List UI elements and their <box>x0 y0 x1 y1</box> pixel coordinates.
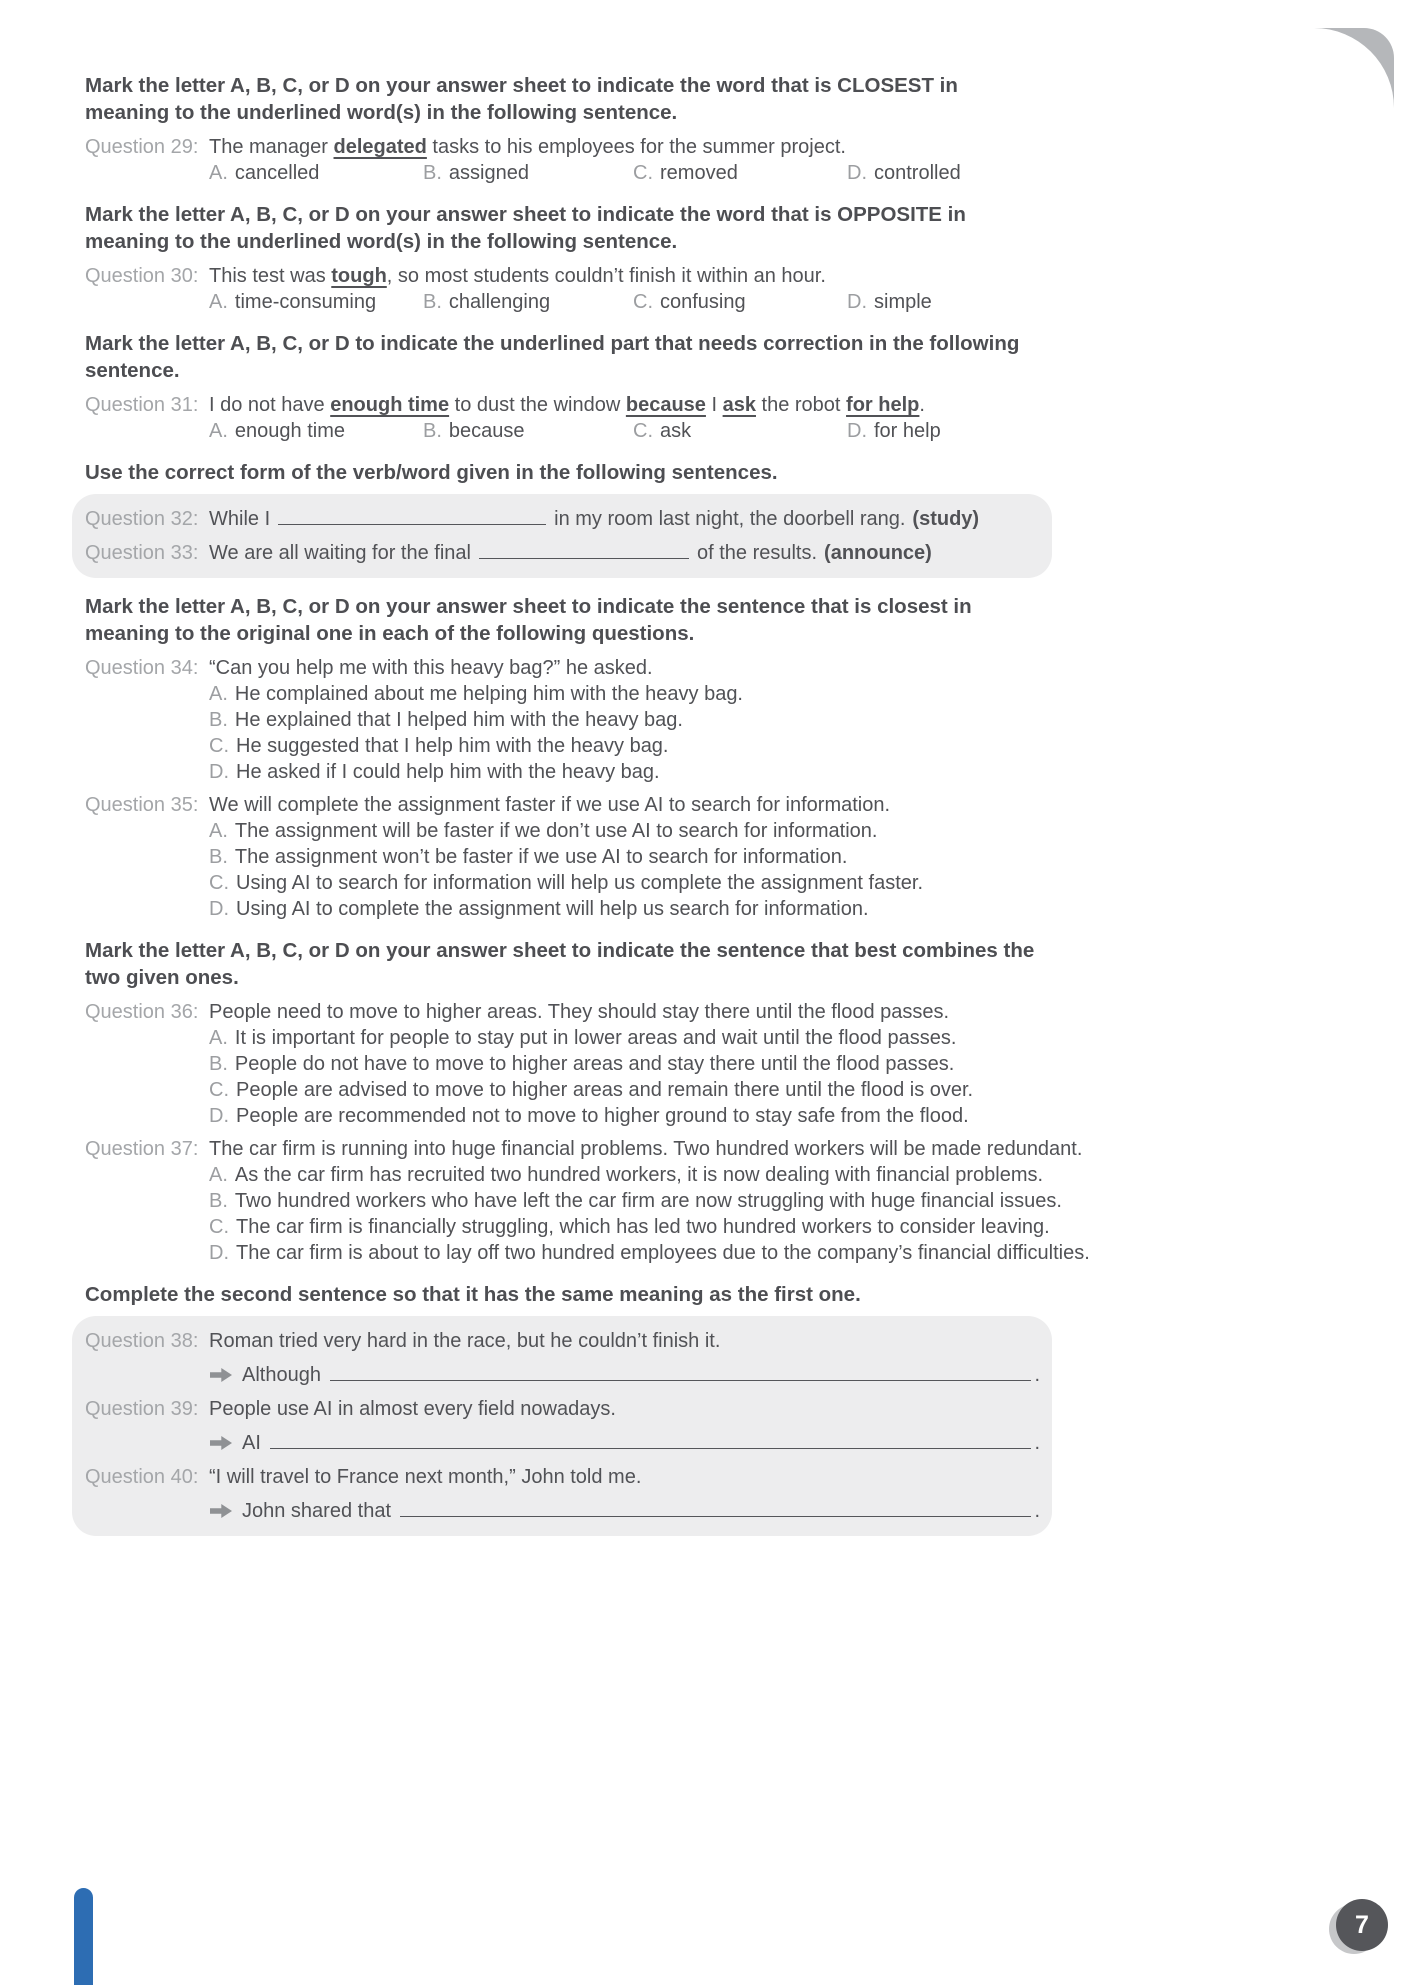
question-text: Roman tried very hard in the race, but he couldn’t finish it. <box>209 1330 721 1352</box>
question-row <box>85 392 1347 418</box>
question-31 <box>85 392 1347 444</box>
option-text: controlled <box>874 162 961 184</box>
option-letter: B. <box>209 1053 228 1075</box>
heading-line: Mark the letter A, B, C, or D on your answer sheet to indicate the sentence that best combines the <box>85 939 1035 962</box>
option-text: Using AI to search for information will help us complete the assignment faster. <box>236 872 924 894</box>
question-row <box>85 999 1347 1025</box>
option-text: cancelled <box>234 162 320 184</box>
text-part: the robot <box>755 394 847 416</box>
option-b <box>209 707 1347 733</box>
heading-line: Mark the letter A, B, C, or D on your answer sheet to indicate the sentence that is closest in <box>85 595 972 618</box>
option-letter: C. <box>633 420 653 442</box>
answer-line-40 <box>209 1498 1040 1524</box>
question-label: Question 31: <box>85 394 199 416</box>
option-text: The assignment will be faster if we don’t use AI to search for information. <box>234 820 878 842</box>
question-row <box>85 263 1347 289</box>
page-number: 7 <box>1355 1910 1369 1939</box>
option-letter: D. <box>847 291 867 313</box>
heading-line: Mark the letter A, B, C, or D to indicate the underlined part that needs correction in the following <box>85 332 1020 355</box>
answer-line-38 <box>209 1362 1040 1388</box>
option-letter: D. <box>209 1242 229 1264</box>
option-letter: A. <box>209 1027 228 1049</box>
blank-line <box>278 509 546 525</box>
heading-line: Mark the letter A, B, C, or D on your answer sheet to indicate the word that is OPPOSITE in <box>85 203 966 226</box>
text-part: of the results. <box>696 542 818 564</box>
option-text: The assignment won’t be faster if we use AI to search for information. <box>234 846 848 868</box>
option-letter: B. <box>209 709 228 731</box>
option-text: It is important for people to stay put in lower areas and wait until the flood passes. <box>234 1027 957 1049</box>
underlined-part: ask <box>722 394 756 416</box>
blank-line <box>270 1433 1032 1449</box>
page-number-circle <box>1336 1899 1388 1951</box>
page-number-badge <box>1336 1899 1388 1951</box>
blank-line <box>400 1501 1031 1517</box>
option-a <box>209 818 1347 844</box>
period: . <box>1034 1432 1040 1454</box>
text-part: We are all waiting for the final <box>209 542 471 564</box>
options-stack <box>209 818 1347 922</box>
question-30 <box>85 263 1347 315</box>
option-letter: C. <box>209 1216 229 1238</box>
option-letter: C. <box>209 872 229 894</box>
heading-line: Mark the letter A, B, C, or D on your answer sheet to indicate the word that is CLOSEST in <box>85 74 958 97</box>
option-text: He complained about me helping him with the heavy bag. <box>234 683 743 705</box>
content-area <box>85 28 1347 1536</box>
options-stack <box>209 681 1347 785</box>
question-text <box>209 263 1347 289</box>
period: . <box>1034 1364 1040 1386</box>
question-35 <box>85 792 1347 922</box>
option-b <box>209 844 1347 870</box>
text-part: The manager <box>209 136 334 158</box>
option-text: ask <box>660 420 692 442</box>
option-a <box>209 1162 1347 1188</box>
right-arrow-icon <box>209 1503 233 1519</box>
heading-line: two given ones. <box>85 966 239 989</box>
options-row <box>209 289 1347 315</box>
options-row <box>209 160 1347 186</box>
option-letter: A. <box>209 683 228 705</box>
text-part: I do not have <box>209 394 331 416</box>
option-letter: D. <box>209 761 229 783</box>
option-letter: A. <box>209 420 228 442</box>
section-heading-combine <box>85 937 1347 991</box>
option-text: The car firm is about to lay off two hundred employees due to the company’s financial difficulties. <box>236 1242 1090 1264</box>
underlined-part: because <box>625 394 706 416</box>
option-letter: B. <box>209 846 228 868</box>
option-c <box>209 1077 1347 1103</box>
right-arrow-icon <box>209 1367 233 1383</box>
answer-prefix: John shared that <box>242 1500 391 1522</box>
option-a <box>209 681 1347 707</box>
verb-hint: (announce) <box>824 542 932 564</box>
option-letter: C. <box>633 162 653 184</box>
answer-line-39 <box>209 1430 1040 1456</box>
question-row <box>85 792 1347 818</box>
option-text: People are advised to move to higher areas and remain there until the flood is over. <box>236 1079 974 1101</box>
option-letter: D. <box>209 898 229 920</box>
question-37 <box>85 1136 1347 1266</box>
heading-line: meaning to the underlined word(s) in the following sentence. <box>85 101 678 124</box>
question-row <box>85 655 1347 681</box>
question-34 <box>85 655 1347 785</box>
text-part: I <box>705 394 723 416</box>
option-b <box>423 160 633 186</box>
options-stack <box>209 1025 1347 1129</box>
option-text: simple <box>874 291 932 313</box>
underlined-part: for help <box>846 394 920 416</box>
underlined-word: tough <box>331 265 387 287</box>
option-text: The car firm is financially struggling, which has led two hundred workers to consider leaving. <box>236 1216 1050 1238</box>
heading-line: meaning to the original one in each of the following questions. <box>85 622 695 645</box>
question-text <box>209 506 1040 532</box>
option-d <box>847 289 1347 315</box>
blank-line <box>330 1365 1031 1381</box>
section-heading-verb-form <box>85 459 1347 486</box>
option-text: for help <box>874 420 941 442</box>
option-letter: B. <box>209 1190 228 1212</box>
answer-prefix: AI <box>242 1432 261 1454</box>
option-text: challenging <box>448 291 551 313</box>
blank-line <box>479 543 689 559</box>
question-text: “Can you help me with this heavy bag?” he asked. <box>209 657 653 679</box>
question-39 <box>85 1396 1040 1422</box>
right-arrow-icon <box>209 1435 233 1451</box>
period: . <box>1034 1500 1040 1522</box>
option-text: People are recommended not to move to higher ground to stay safe from the flood. <box>236 1105 969 1127</box>
answer-prefix: Although <box>242 1364 321 1386</box>
question-32 <box>85 506 1040 532</box>
option-text: confusing <box>660 291 746 313</box>
section-heading-closest <box>85 72 1347 126</box>
option-c <box>209 870 1347 896</box>
heading-line: meaning to the underlined word(s) in the following sentence. <box>85 230 678 253</box>
question-label: Question 29: <box>85 136 199 158</box>
option-b <box>209 1188 1347 1214</box>
option-letter: D. <box>209 1105 229 1127</box>
question-label: Question 35: <box>85 794 199 816</box>
verb-hint: (study) <box>912 508 980 530</box>
question-40 <box>85 1464 1040 1490</box>
heading-line: Use the correct form of the verb/word given in the following sentences. <box>85 461 778 484</box>
option-letter: C. <box>209 735 229 757</box>
fill-in-box <box>72 494 1052 578</box>
option-letter: B. <box>423 420 442 442</box>
underlined-part: enough time <box>330 394 450 416</box>
option-a <box>209 160 423 186</box>
option-letter: D. <box>847 162 867 184</box>
option-d <box>209 1240 1347 1266</box>
heading-line: sentence. <box>85 359 180 382</box>
question-38 <box>85 1328 1040 1354</box>
option-letter: A. <box>209 291 228 313</box>
option-text: assigned <box>448 162 529 184</box>
option-text: time-consuming <box>234 291 377 313</box>
option-d <box>847 160 1347 186</box>
question-label: Question 32: <box>85 508 199 530</box>
option-letter: B. <box>423 162 442 184</box>
text-part: . <box>919 394 925 416</box>
question-label: Question 30: <box>85 265 199 287</box>
question-text <box>209 540 1040 566</box>
option-c <box>633 160 847 186</box>
option-text: Using AI to complete the assignment will help us search for information. <box>236 898 869 920</box>
option-b <box>209 1051 1347 1077</box>
option-d <box>209 759 1347 785</box>
question-label: Question 36: <box>85 1001 199 1023</box>
section-heading-opposite <box>85 201 1347 255</box>
heading-line: Complete the second sentence so that it has the same meaning as the first one. <box>85 1283 861 1306</box>
option-a <box>209 289 423 315</box>
option-letter: D. <box>847 420 867 442</box>
option-letter: A. <box>209 820 228 842</box>
option-letter: C. <box>633 291 653 313</box>
option-letter: C. <box>209 1079 229 1101</box>
book-spine-edge <box>74 1888 93 1985</box>
question-label: Question 39: <box>85 1398 199 1420</box>
question-label: Question 33: <box>85 542 199 564</box>
question-33 <box>85 540 1040 566</box>
question-text: “I will travel to France next month,” John told me. <box>209 1466 642 1488</box>
option-c <box>633 289 847 315</box>
option-letter: A. <box>209 162 228 184</box>
question-text <box>209 134 1347 160</box>
question-text: People need to move to higher areas. They should stay there until the flood passes. <box>209 1001 950 1023</box>
text-part: This test was <box>209 265 332 287</box>
option-text: enough time <box>234 420 345 442</box>
option-text: removed <box>660 162 738 184</box>
option-letter: B. <box>423 291 442 313</box>
options-row <box>209 418 1347 444</box>
text-part: While I <box>209 508 271 530</box>
question-text: People use AI in almost every field nowadays. <box>209 1398 616 1420</box>
text-part: in my room last night, the doorbell rang. <box>554 508 906 530</box>
question-label: Question 34: <box>85 657 199 679</box>
option-c <box>209 1214 1347 1240</box>
question-label: Question 38: <box>85 1330 199 1352</box>
question-row <box>85 1136 1347 1162</box>
option-text: As the car firm has recruited two hundred workers, it is now dealing with financial problems. <box>234 1164 1044 1186</box>
section-heading-rewrite <box>85 1281 1347 1308</box>
question-text <box>209 392 1347 418</box>
option-text: He asked if I could help him with the heavy bag. <box>236 761 660 783</box>
option-d <box>847 418 1347 444</box>
option-letter: A. <box>209 1164 228 1186</box>
question-text: The car firm is running into huge financial problems. Two hundred workers will be made redundant. <box>209 1138 1083 1160</box>
option-text: Two hundred workers who have left the car firm are now struggling with huge financial issues. <box>234 1190 1062 1212</box>
option-a <box>209 1025 1347 1051</box>
option-b <box>423 289 633 315</box>
section-heading-closest-sentence <box>85 593 1347 647</box>
text-part: tasks to his employees for the summer project. <box>426 136 846 158</box>
question-29 <box>85 134 1347 186</box>
text-part: , so most students couldn’t finish it within an hour. <box>386 265 826 287</box>
option-text: He explained that I helped him with the heavy bag. <box>234 709 683 731</box>
option-c <box>209 733 1347 759</box>
option-d <box>209 1103 1347 1129</box>
text-part: to dust the window <box>449 394 626 416</box>
question-text: We will complete the assignment faster if we use AI to search for information. <box>209 794 891 816</box>
option-b <box>423 418 633 444</box>
question-36 <box>85 999 1347 1129</box>
question-row <box>85 134 1347 160</box>
rewrite-box <box>72 1316 1052 1536</box>
options-stack <box>209 1162 1347 1266</box>
section-heading-correction <box>85 330 1347 384</box>
option-text: He suggested that I help him with the heavy bag. <box>236 735 669 757</box>
underlined-word: delegated <box>333 136 427 158</box>
option-c <box>633 418 847 444</box>
option-a <box>209 418 423 444</box>
option-text: because <box>448 420 525 442</box>
option-d <box>209 896 1347 922</box>
question-label: Question 40: <box>85 1466 199 1488</box>
question-label: Question 37: <box>85 1138 199 1160</box>
option-text: People do not have to move to higher areas and stay there until the flood passes. <box>234 1053 955 1075</box>
